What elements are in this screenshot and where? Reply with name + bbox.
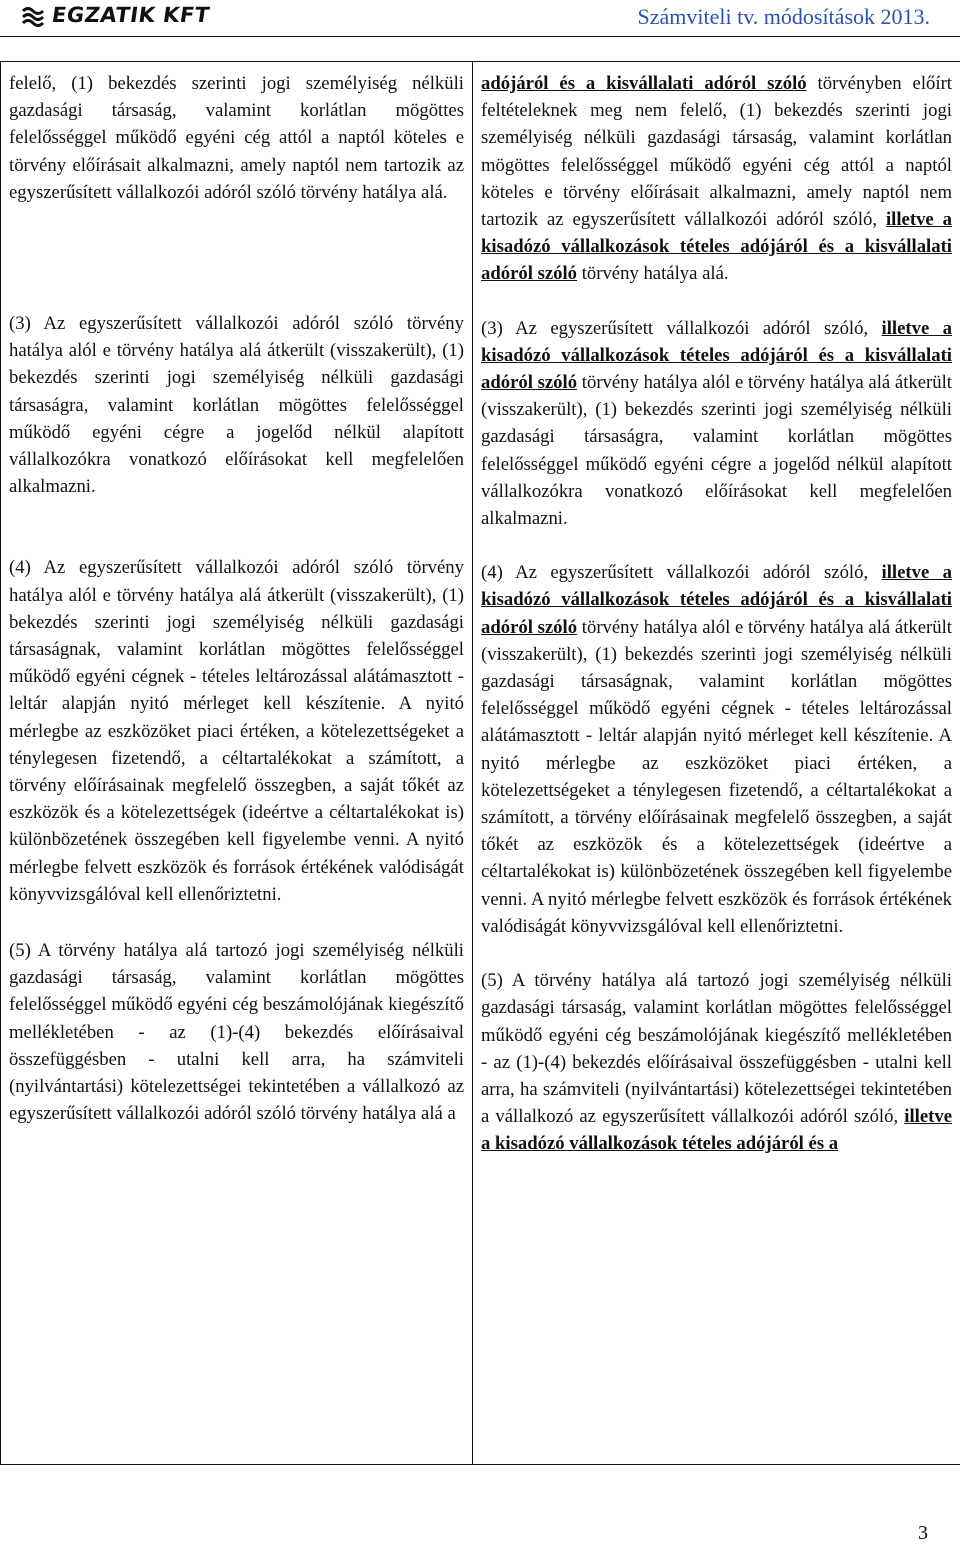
amended-text-column	[473, 62, 960, 1465]
document-title: Számviteli tv. módosítások 2013.	[637, 4, 930, 29]
right-paragraph-1	[481, 70, 952, 288]
paragraph-text: (3) Az egyszerűsített vállalkozói adóról szóló,	[481, 317, 882, 339]
inserted-text: illetve a kisadózó vállalkozások tételes adójáról és a kisvállalati adóról szóló	[481, 209, 953, 285]
page-number: 3	[918, 1522, 928, 1544]
inserted-text: adójáról és a kisvállalati adóról szóló	[481, 73, 807, 94]
paragraph-text: törvény hatálya alól e törvény hatálya alá átkerült (visszakerült), (1) bekezdés szerinti jogi személyiség nélküli gazdasági társaságra, valamint korlátlan mögöttes felelősséggel működő egyéni cégre a jogelőd nélkül alapított vállalkozókra vonatkozó előírásokat kell megfelelően alkalmazni.	[481, 372, 952, 530]
inserted-text: illetve a kisadózó vállalkozások tételes adójáról és a kisvállalati adóról szóló	[481, 562, 952, 638]
right-paragraph-4	[481, 559, 952, 940]
paragraph-text: törvény hatálya alól e törvény hatálya alá átkerült (visszakerült), (1) bekezdés szerinti jogi személyiség nélküli gazdasági társaságnak, valamint korlátlan mögöttes felelősséggel működő egyéni cégnek - tételes leltározással alátámasztott - leltár alapján nyitó mérleget kell készítenie. A nyitó mérlegbe az eszközöket piaci értéken, a kötelezettségeket a ténylegesen fizetendő, a céltartalékokat a számított, a törvény előírásainak megfelelő összegben, a saját tőkét az eszközök és a kötelezettségek (ideértve a céltartalékokat is) különbözetének összegében kell figyelembe venni. A nyitó mérlegbe felvett eszközök és források értékének valódiságát könyvvizsgálóval kell ellenőriztetni.	[481, 616, 952, 937]
logo-mark-icon	[20, 2, 46, 28]
page-header	[0, 0, 960, 40]
header-divider	[0, 36, 960, 37]
left-paragraph-1: felelő, (1) bekezdés szerinti jogi személyiség nélküli gazdasági társaság, valamint korlátlan mögöttes felelősséggel működő egyéni cég attól a naptól köteles e törvény előírásait alkalmazni, amely naptól nem tartozik az egyszerűsített vállalkozói adóról szóló törvény hatálya alá.	[9, 73, 464, 203]
right-paragraph-5	[481, 967, 952, 1157]
paragraph-text: törvény hatálya alá.	[577, 263, 729, 285]
company-logo	[20, 2, 210, 28]
table-row	[1, 62, 960, 1465]
right-paragraph-3	[481, 315, 952, 533]
inserted-text: illetve a kisadózó vállalkozások tételes adójáról és a	[481, 1106, 952, 1155]
paragraph-text: törvényben előírt feltételeknek meg nem felelő, (1) bekezdés szerinti jogi személyiség nélküli gazdasági társaság, valamint korlátlan mögöttes felelősséggel működő egyéni cég attól a naptól köteles e törvény előírásait alkalmazni, amely naptól nem tartozik az egyszerűsített vállalkozói adóról szóló,	[481, 73, 952, 231]
inserted-text: illetve a kisadózó vállalkozások tételes adójáról és a kisvállalati adóról szóló	[481, 317, 952, 394]
paragraph-text: (5) A törvény hatálya alá tartozó jogi személyiség nélküli gazdasági társaság, valamint korlátlan mögöttes felelősséggel működő egyéni cég beszámolójának kiegészítő mellékletében - az (1)-(4) bekezdés előírásaival összefüggésben - utalni kell arra, ha számviteli (nyilvántartási) kötelezettségei tekintetében a vállalkozó az egyszerűsített vállalkozói adóról szóló,	[481, 970, 952, 1128]
left-paragraph-3: (3) Az egyszerűsített vállalkozói adóról szóló törvény hatálya alól e törvény hatálya alá átkerült (visszakerült), (1) bekezdés szerinti jogi személyiség nélküli gazdasági társaságra, valamint korlátlan mögöttes felelősséggel működő egyéni cégre a jogelőd nélkül alapított vállalkozókra vonatkozó előírásokat kell megfelelően alkalmazni.	[9, 313, 464, 498]
current-text-column	[1, 62, 473, 1465]
left-paragraph-5: (5) A törvény hatálya alá tartozó jogi személyiség nélküli gazdasági társaság, valamint korlátlan mögöttes felelősséggel működő egyéni cég beszámolójának kiegészítő mellékletében - az (1)-(4) bekezdés előírásaival összefüggésben - utalni kell arra, ha számviteli (nyilvántartási) kötelezettségei tekintetében a vállalkozó az egyszerűsített vállalkozói adóról szóló törvény hatálya alá a	[9, 940, 464, 1125]
logo-text: EGZATIK KFT	[50, 3, 212, 27]
paragraph-text: (4) Az egyszerűsített vállalkozói adóról szóló,	[481, 562, 882, 584]
comparison-table	[0, 61, 960, 1465]
left-paragraph-4: (4) Az egyszerűsített vállalkozói adóról szóló törvény hatálya alól e törvény hatálya alá átkerült (visszakerült), (1) bekezdés szerinti jogi személyiség nélküli gazdasági társaságnak, valamint korlátlan mögöttes felelősséggel működő egyéni cégnek - tételes leltározással alátámasztott - leltár alapján nyitó mérleget kell készítenie. A nyitó mérlegbe az eszközöket piaci értéken, a kötelezettségeket a ténylegesen fizetendő, a céltartalékokat a számított, a törvény előírásainak megfelelő összegben, a saját tőkét az eszközök és a kötelezettségek (ideértve a céltartalékokat is) különbözetének összegében kell figyelembe venni. A nyitó mérlegbe felvett eszközök és források értékének valódiságát könyvvizsgálóval kell ellenőriztetni.	[9, 557, 464, 905]
